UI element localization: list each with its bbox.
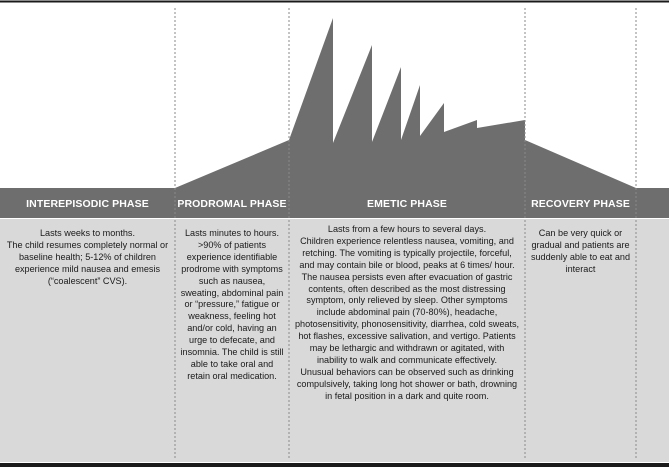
- recovery-phase-header: RECOVERY PHASE: [531, 198, 630, 210]
- interepisodic-phase-description: [4, 224, 171, 288]
- symptom-intensity-shape: [0, 18, 669, 218]
- emetic-behavior-text: Unusual behaviors can be observed such as drinking compulsively, taking long hot shower or bath, drowning in fetal position in a dark and quite room.: [296, 366, 518, 401]
- emetic-phase-header: EMETIC PHASE: [367, 198, 447, 210]
- prodromal-detail-text: >90% of patients experience identifiable prodrome with symptoms such as nausea, sweating, abdominal pain or “pressure,” fatigue or weakness, feeling hot and/or cold, having an urge to defecate, and insomnia. The child is still able to take oral and retain oral medication.: [180, 239, 284, 381]
- recovery-phase-description: [528, 224, 633, 276]
- prodromal-phase-description: [178, 224, 286, 383]
- interepisodic-phase-header: INTEREPISODIC PHASE: [26, 198, 149, 210]
- prodromal-duration-text: Lasts minutes to hours.: [184, 228, 279, 238]
- emetic-detail-text: Children experience relentless nausea, vomiting, and retching. The vomiting is typically projectile, forceful, and may contain bile or blood, peaks at 6 times/ hour. The nausea persists even after evacuation of gastric contents, often described as the most distressing symptom, only relieved by sleep. Other symptoms include abdominal pain (70-80%), headache, photosensitivity, phonosensitivity, diarrhea, cold sweats, hot flashes, excessive salivation, and vertigo. Patients may be lethargic and withdrawn or agitated, with inability to walk and communicate effectively.: [294, 235, 520, 365]
- emetic-duration-text: Lasts from a few hours to several days.: [327, 224, 487, 234]
- prodromal-phase-header: PRODROMAL PHASE: [177, 198, 287, 210]
- recovery-detail-text: Can be very quick or gradual and patients are suddenly able to eat and interact: [530, 228, 631, 274]
- interepisodic-detail-text: The child resumes completely normal or baseline health; 5-12% of children experience mild nausea and emesis (“coalescent” CVS).: [6, 239, 169, 286]
- interepisodic-duration-text: Lasts weeks to months.: [39, 228, 136, 238]
- emetic-phase-description: [292, 224, 522, 403]
